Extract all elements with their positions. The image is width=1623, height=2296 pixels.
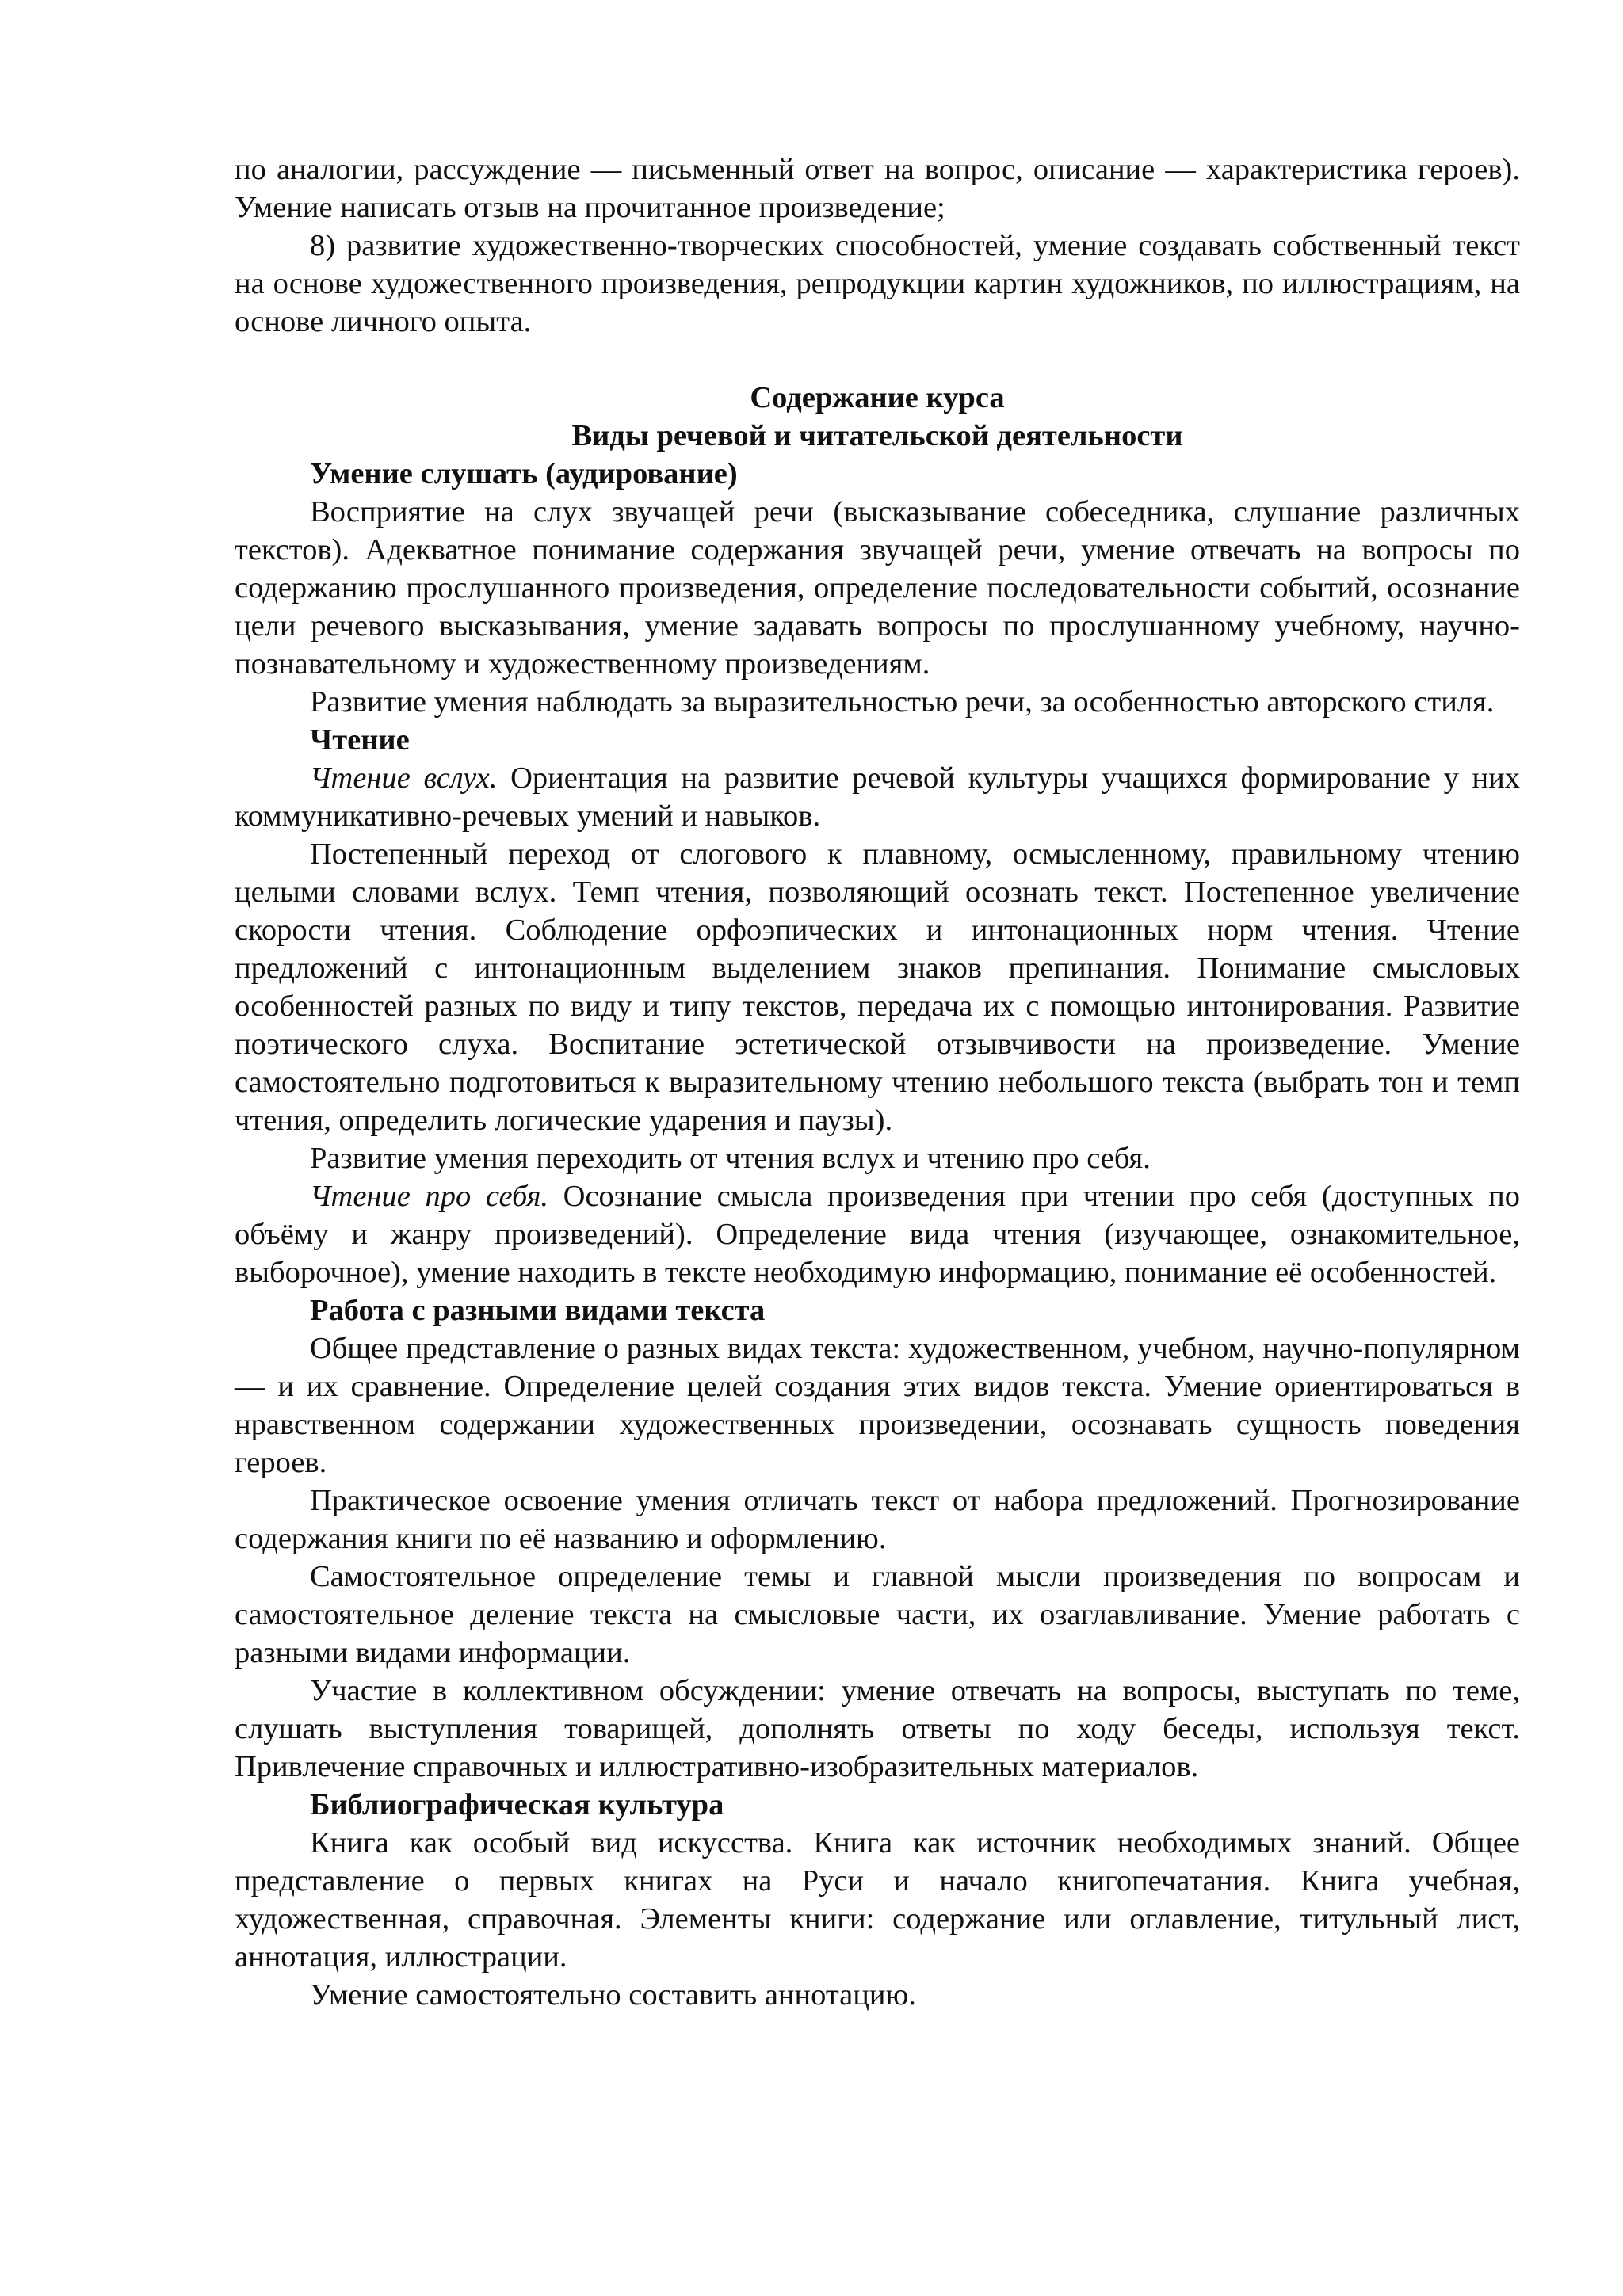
subheading-reading: Чтение bbox=[310, 723, 410, 757]
biblio-paragraph: Умение самостоятельно составить аннотацию. bbox=[310, 1978, 916, 2012]
text-types-paragraph: Самостоятельное определение темы и главной мысли произведения по вопросам и самостоятельное деление текста на смысловые части, их озаглавливание. Умение работать с разными видами информации. bbox=[235, 1560, 1520, 1669]
silent-reading-text: Осознание смысла произведения при чтении про себя (доступных по объёму и жанру произведений). Определение вида чтения (изучающее, ознакомительное, выборочное), умение находить в тексте необходимую информацию, понимание её особенностей. bbox=[235, 1180, 1520, 1289]
reading-paragraph: Развитие умения переходить от чтения вслух и чтению про себя. bbox=[310, 1142, 1151, 1175]
heading-course-content: Содержание курса bbox=[750, 381, 1005, 414]
subheading-bibliographic-culture: Библиографическая культура bbox=[310, 1788, 724, 1821]
subheading-text-types: Работа с разными видами текста bbox=[310, 1294, 766, 1327]
text-types-paragraph: Общее представление о разных видах текста: художественном, учебном, научно-популярном — и их сравнение. Определение целей создания этих видов текста. Умение ориентироваться в нравственном содержании художественных произведении, осознавать сущность поведения героев. bbox=[235, 1332, 1520, 1479]
intro-paragraph-8: 8) развитие художественно-творческих способностей, умение создавать собственный текст на основе художественного произведения, репродукции картин художников, по иллюстрациям, на основе личного опыта. bbox=[235, 229, 1520, 338]
subheading-listening: Умение слушать (аудирование) bbox=[310, 457, 738, 490]
text-types-paragraph: Участие в коллективном обсуждении: умение отвечать на вопросы, выступать по теме, слушать выступления товарищей, дополнять ответы по ходу беседы, используя текст. Привлечение справочных и иллюстративно-изобразительных материалов. bbox=[235, 1674, 1520, 1783]
reading-aloud-paragraph bbox=[235, 759, 1520, 835]
text-types-paragraph: Практическое освоение умения отличать текст от набора предложений. Прогнозирование содержания книги по её названию и оформлению. bbox=[235, 1484, 1520, 1555]
silent-reading-paragraph bbox=[235, 1177, 1520, 1291]
listening-paragraph: Развитие умения наблюдать за выразительностью речи, за особенностью авторского стиля. bbox=[310, 685, 1495, 719]
intro-paragraph: по аналогии, рассуждение — письменный ответ на вопрос, описание — характеристика героев). Умение написать отзыв на прочитанное произведение; bbox=[235, 153, 1520, 224]
spacer bbox=[235, 341, 1520, 379]
document-page bbox=[235, 151, 1520, 2014]
heading-activity-types: Виды речевой и читательской деятельности bbox=[571, 419, 1183, 452]
silent-reading-label: Чтение про себя. bbox=[310, 1180, 548, 1213]
biblio-paragraph: Книга как особый вид искусства. Книга как источник необходимых знаний. Общее представление о первых книгах на Руси и начало книгопечатания. Книга учебная, художественная, справочная. Элементы книги: содержание или оглавление, титульный лист, аннотация, иллюстрации. bbox=[235, 1826, 1520, 1974]
reading-aloud-label: Чтение вслух. bbox=[310, 761, 498, 795]
reading-aloud-text: Ориентация на развитие речевой культуры учащихся формирование у них коммуникативно-речевых умений и навыков. bbox=[235, 761, 1520, 833]
listening-paragraph: Восприятие на слух звучащей речи (высказывание собеседника, слушание различных текстов). Адекватное понимание содержания звучащей речи, умение отвечать на вопросы по содержанию прослушанного произведения, определение последовательности событий, осознание цели речевого высказывания, умение задавать вопросы по прослушанному учебному, научно-познавательному и художественному произведениям. bbox=[235, 495, 1520, 681]
reading-paragraph: Постепенный переход от слогового к плавному, осмысленному, правильному чтению целыми словами вслух. Темп чтения, позволяющий осознать текст. Постепенное увеличение скорости чтения. Соблюдение орфоэпических и интонационных норм чтения. Чтение предложений с интонационным выделением знаков препинания. Понимание смысловых особенностей разных по виду и типу текстов, передача их с помощью интонирования. Развитие поэтического слуха. Воспитание эстетической отзывчивости на произведение. Умение самостоятельно подготовиться к выразительному чтению небольшого текста (выбрать тон и темп чтения, определить логические ударения и паузы). bbox=[235, 837, 1520, 1137]
